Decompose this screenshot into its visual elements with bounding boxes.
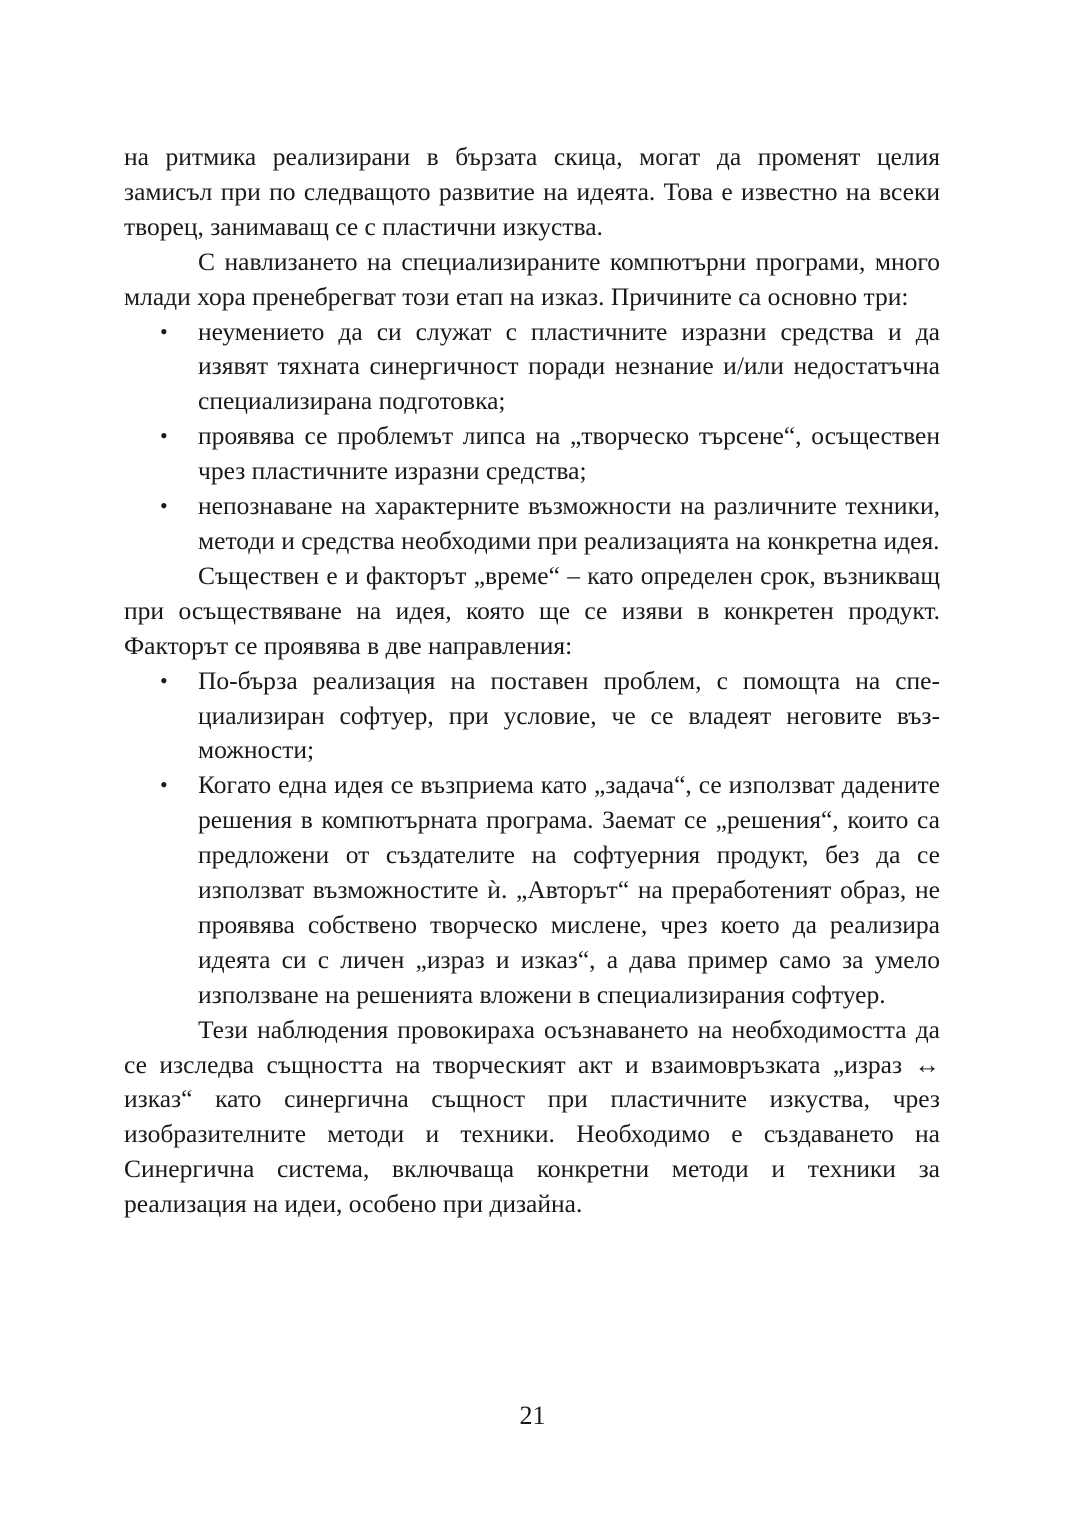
list-item-text: непознаване на характерните възможности на различните техники, методи и средства необходими при реализацията на конкретна идея.	[198, 491, 940, 555]
paragraph-4: Тези наблюдения провокираха осъзнаването на необходимостта да се изследва същността на творческият акт и взаимовръзката „израз ↔ изказ“ като синергична същност при пластичните изкуства, чрез изобразителните методи и техники. Необходимо е създаването на Синергична система, включваща конкретни методи и техники за реализация на идеи, особено при дизайна.	[124, 1014, 940, 1219]
page-body	[124, 140, 940, 1222]
bullet-icon: •	[160, 423, 168, 449]
bullet-icon: •	[160, 667, 168, 693]
list-item-text: неумението да си служат с пластичните изразни средства и да изявят тяхната синергичност поради незнание и/или недостатъчна специализирана подготовка;	[198, 316, 940, 416]
paragraph-1: на ритмика реализирани в бързата скица, могат да променят целия замисъл при по следващото развитие на идеята. Това е известно на всеки творец, занимаващ се с пластични изкуства.	[124, 142, 940, 241]
list-item	[124, 489, 940, 559]
list-item	[124, 315, 940, 420]
list-item-text: По-бърза реализация на поставен проблем, с помощта на специализиран софтуер, при условие, че се владеят неговите възможности;	[198, 665, 940, 765]
list-item-text: проявява се проблемът липса на „творческо търсене“, осъществен чрез пластичните изразни средства;	[198, 421, 940, 486]
list-item	[124, 419, 940, 489]
directions-list	[124, 664, 940, 1013]
reasons-list	[124, 315, 940, 559]
list-item	[124, 664, 940, 769]
paragraph-3: Съществен е и факторът „време“ – като определен срок, възникващ при осъществяване на идея, която ще се изяви в конкретен продукт. Факторът се проявява в две направления:	[124, 560, 940, 660]
page-number: 21	[519, 1401, 546, 1430]
paragraph-2: С навлизането на специализираните компютърни програми, много млади хора пренебрегват този етап на изказ. Причините са основно три:	[124, 246, 940, 311]
bullet-icon: •	[160, 772, 168, 798]
list-item-text: Когато една идея се възприема като „задача“, се използват дадените решения в компютърната програма. Заемат се „решения“, които са предложени от създателите на софтуерния продукт, без да се използват възможностите ѝ. „Авторът“ на преработеният образ, не проявява собствено творческо мислене, чрез което да реализира идеята си с личен „израз и изказ“, а дава пример само за умело използване на решенията вложени в специализирания софтуер.	[198, 770, 940, 1009]
bullet-icon: •	[160, 493, 168, 519]
bullet-icon: •	[160, 318, 168, 344]
list-item	[124, 768, 940, 1012]
